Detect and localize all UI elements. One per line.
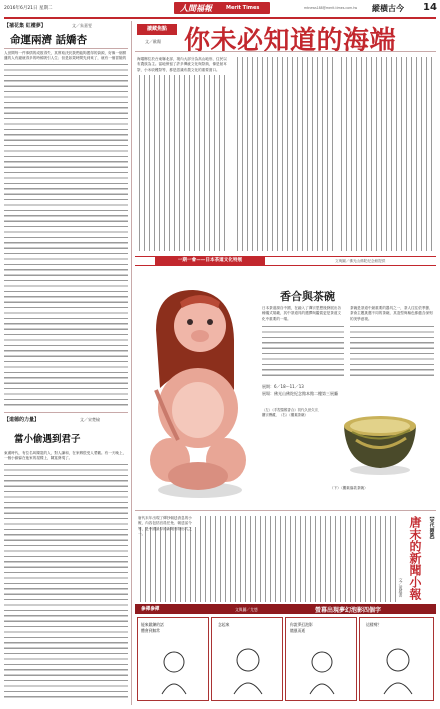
exhibit-photo-bowl bbox=[326, 400, 434, 482]
exhibit-body-right: 茶碗是茶道中最重要的器具之一，茶人往往依季節、茶會主題挑選不同的茶碗，其造型與釉色都蘊含深刻的美學意境。 bbox=[350, 306, 433, 321]
left-column bbox=[4, 21, 128, 705]
comic-strip bbox=[135, 604, 436, 704]
contact-email: mtnews188@merit-times.com.tw bbox=[304, 6, 358, 10]
side-title: 唐末的新聞小報 bbox=[408, 516, 422, 600]
page-header bbox=[4, 2, 436, 16]
feature-body-lines-3 bbox=[339, 57, 433, 251]
side-body: 唐代末年出現了傳抄朝廷消息的小報，內容包括官員任免、朝廷詔令等，是中國最早的新聞刊物形式之一。 bbox=[138, 516, 198, 527]
newspaper-logo bbox=[174, 2, 270, 14]
title-rule bbox=[135, 51, 436, 52]
speech-bubble: 你說夢幻泡影 bbox=[290, 622, 313, 627]
article-headline: 命運兩濟 話嬌杏 bbox=[10, 34, 88, 46]
comic-panel-2 bbox=[211, 617, 283, 701]
banner-title: 一期一會——日本茶道文化特展 bbox=[155, 257, 265, 265]
speech-bubble: 隨風而逝 bbox=[290, 628, 306, 633]
comic-author: 文與圖／尤悠 bbox=[235, 607, 258, 612]
article-body: 東漢時代，有位名叫陳寔的人，對人謙和，在家鄉很受人愛戴。有一天晚上，一個小偷躲在他家的屋樑上，陳寔發現了。 bbox=[4, 451, 127, 461]
exhibit-body-lines-left bbox=[262, 324, 344, 380]
exhibit-dates: 展期：6／18～11／13 bbox=[262, 384, 304, 389]
exhibit-caption: （左）《手捏猿猴香合》初代久世久宗．關宗霽藏，（右）《楓葉茶碗》 bbox=[262, 408, 322, 417]
comic-panel-1 bbox=[137, 617, 209, 701]
logo-text: 人間福報 bbox=[180, 3, 212, 13]
monkey-figurine-image bbox=[138, 270, 260, 506]
character-drawing bbox=[154, 648, 194, 698]
article-headline: 當小偷遇到君子 bbox=[14, 434, 81, 445]
column-title: 【道德的力量】 bbox=[4, 417, 40, 423]
issue-date: 2016年6月21日 星期二 bbox=[4, 6, 53, 11]
character-drawing bbox=[378, 644, 418, 698]
divider bbox=[135, 510, 436, 511]
page-number: 14 bbox=[423, 2, 437, 13]
comic-panel-4 bbox=[359, 617, 434, 701]
character-drawing bbox=[302, 648, 342, 698]
column-author: 文／朱嘉雯 bbox=[72, 23, 92, 28]
exhibit-caption-2: （下）〈楓葉落款茶碗〉 bbox=[330, 486, 368, 490]
article-body-lines bbox=[4, 62, 128, 408]
side-tag: 【宋代雜談】 bbox=[429, 514, 434, 542]
header-rule bbox=[4, 17, 436, 19]
exhibit-photo-monkey bbox=[138, 270, 260, 506]
column-separator bbox=[131, 21, 132, 705]
exhibit-body-lines-right bbox=[350, 324, 434, 380]
feature-tag: 讀藏焦點 bbox=[137, 24, 177, 35]
exhibit-title: 香合與茶碗 bbox=[280, 290, 335, 303]
article-body-lines bbox=[4, 462, 128, 700]
feature-article bbox=[135, 21, 436, 254]
feature-body-lines-2 bbox=[235, 57, 333, 251]
side-author: 文／黃啟書 bbox=[399, 578, 404, 597]
speech-bubble: 念起來 bbox=[218, 622, 230, 627]
column-author: 文／宋楚榆 bbox=[80, 417, 100, 422]
banner-author: 文與圖／佛光山佛陀紀念館提供 bbox=[335, 259, 386, 263]
article-body: 人世間每一件事情的成敗得失，其實取決於我們能夠獲得的資源，好像一個棋盤的人有錢就得多的時候吸引人生；但是如果時間先到來了，就有一個冒險的 bbox=[4, 51, 127, 61]
comic-title: 螢幕出現夢幻泡影四個字 bbox=[315, 607, 382, 614]
character-drawing bbox=[228, 644, 268, 698]
speech-bubble: 體會到無常 bbox=[141, 628, 160, 633]
exhibit-banner bbox=[135, 256, 436, 266]
speech-bubble: 能來鍛鍊的話 bbox=[141, 622, 164, 627]
feature-body-lines-1 bbox=[137, 75, 229, 251]
feature-author: 文／歐陽 bbox=[145, 39, 161, 44]
feature-title: 你未必知道的海端 bbox=[184, 26, 397, 56]
divider bbox=[4, 48, 128, 49]
comic-header bbox=[135, 604, 436, 614]
feature-body: 海端鄉位於台東縣北部，境內大部分為高山地形，住民以布農族為主。當地保留了許多傳統文化與祭典，像是射耳祭、小米收穫祭等，都是認識布農文化的重要窗口。 bbox=[137, 57, 227, 72]
exhibit-body-left: 日本茶道源自中國，在融入了禪宗思想後發展出各種儀式規範，其中茶道具的選擇與鑑賞更是茶道文化中重要的一環。 bbox=[262, 306, 342, 321]
exhibit-venue: 展場：佛光山佛陀紀念館本館二樓第三展廳 bbox=[262, 391, 338, 396]
divider bbox=[4, 412, 128, 413]
comic-panel-3 bbox=[285, 617, 357, 701]
logo-en: Merit Times bbox=[226, 5, 260, 11]
tea-bowl-image bbox=[326, 400, 434, 482]
column-title: 【禧花集 紅樓夢】 bbox=[4, 23, 46, 29]
speech-bubble: 這樣嗎？ bbox=[366, 622, 382, 627]
section-name: 縱橫古今 bbox=[372, 4, 404, 13]
comic-tag: 參禪參禪 bbox=[141, 607, 160, 612]
